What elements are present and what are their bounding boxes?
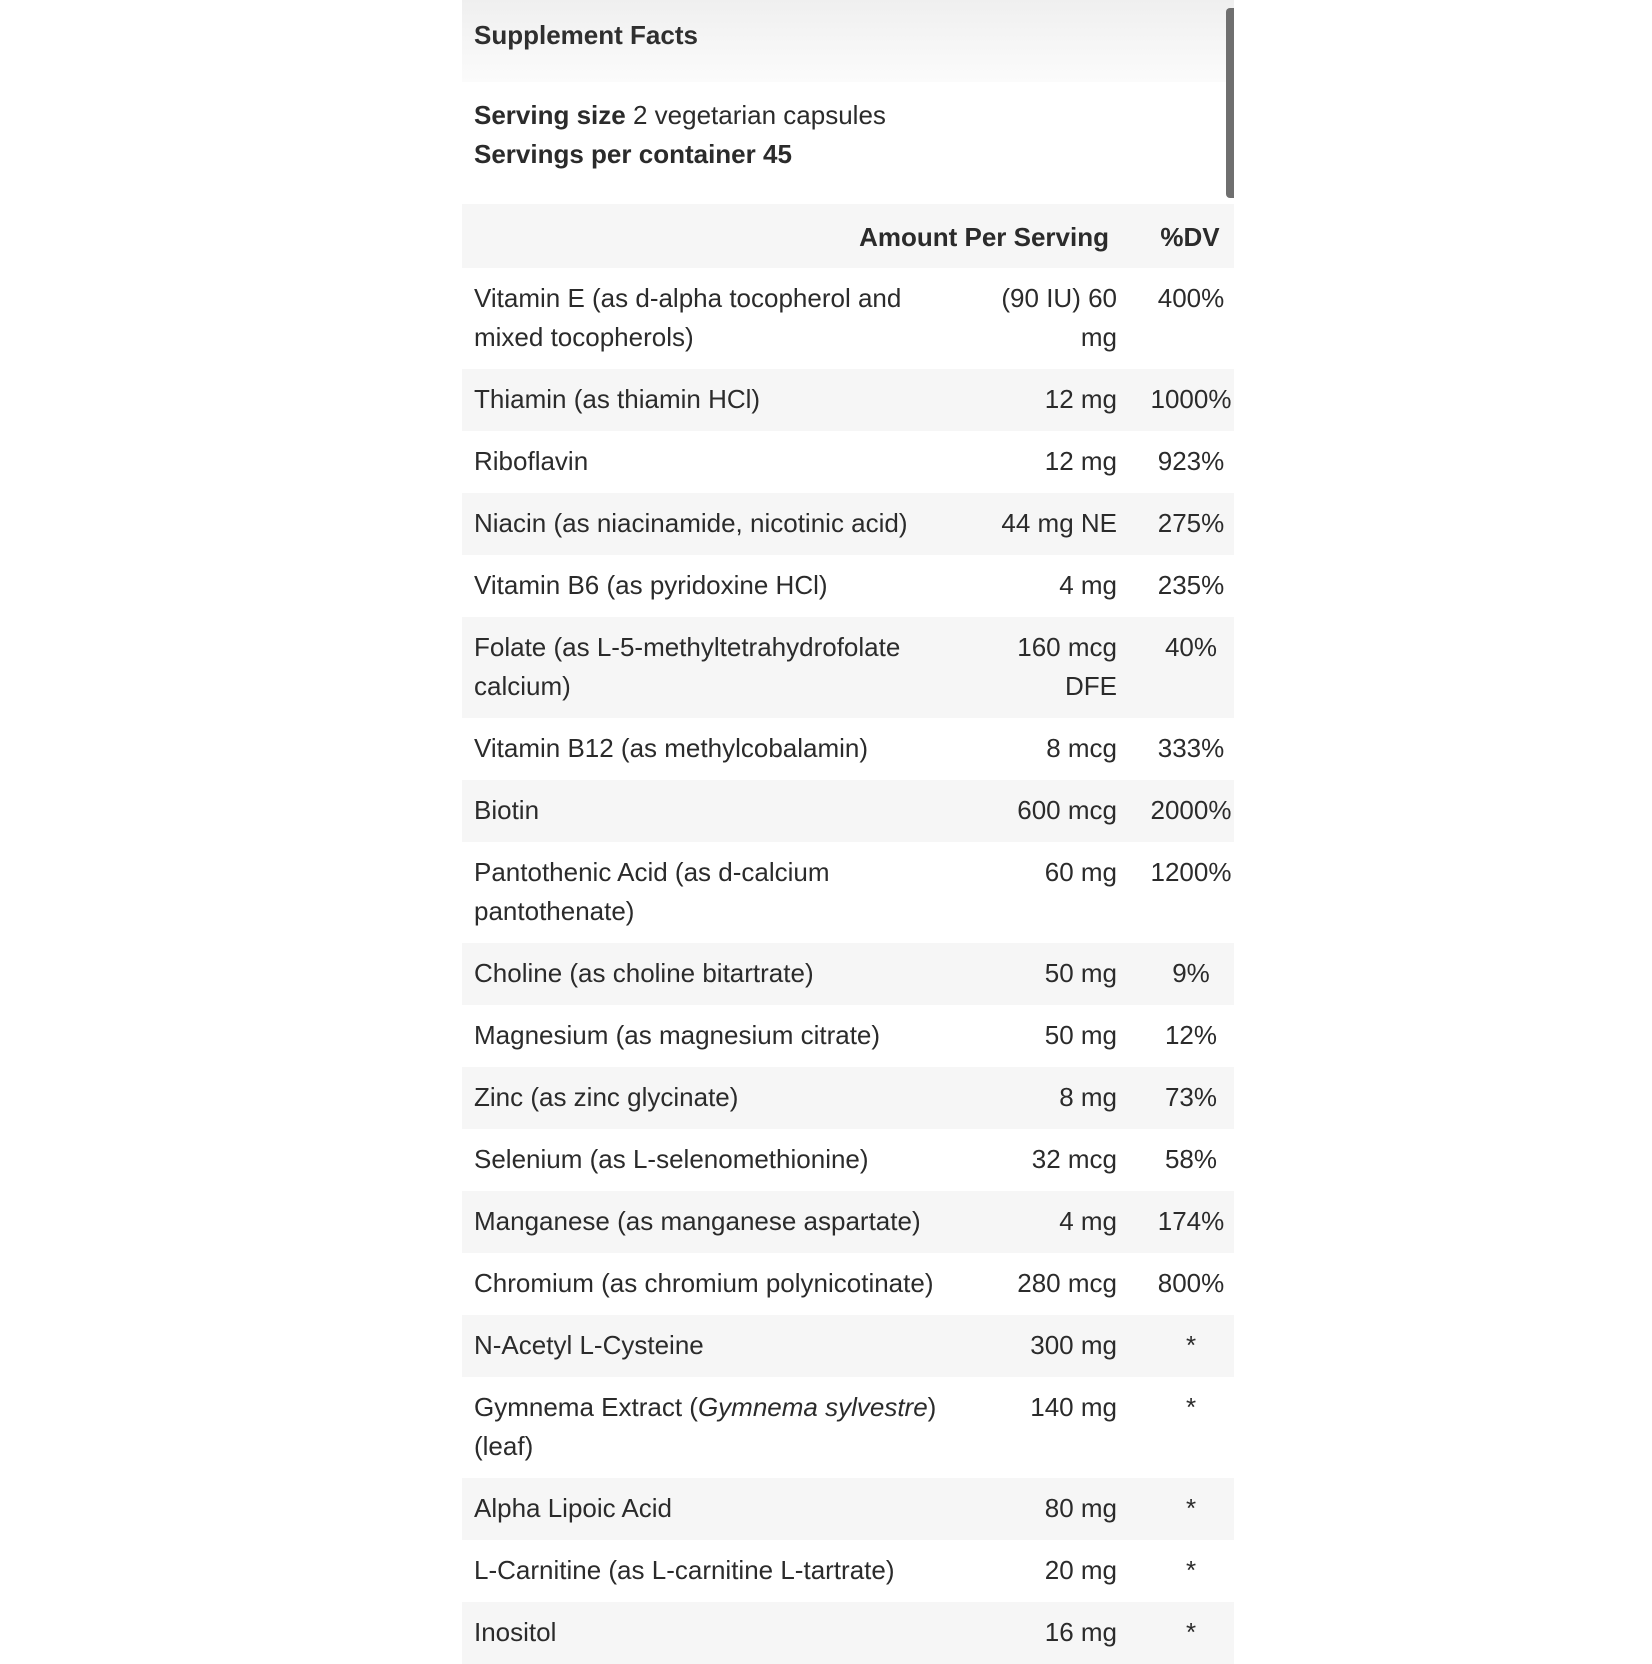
nutrient-daily-value: 923%: [1157, 446, 1225, 476]
table-row: [462, 268, 1234, 369]
table-row: [462, 943, 1234, 1005]
table-row: [462, 1067, 1234, 1129]
panel-title: Supplement Facts: [474, 20, 698, 50]
nutrient-daily-value: 235%: [1157, 570, 1225, 600]
nutrient-daily-value: *: [1185, 1493, 1197, 1523]
nutrient-daily-value: 1200%: [1150, 857, 1232, 887]
nutrient-name: [474, 1388, 954, 1466]
table-row: [462, 431, 1234, 493]
nutrient-daily-value: 174%: [1157, 1206, 1225, 1236]
table-row: [462, 1129, 1234, 1191]
nutrient-amount: 60 mg: [1044, 857, 1117, 887]
table-row: [462, 1253, 1234, 1315]
nutrient-amount: 280 mcg: [1017, 1268, 1117, 1298]
nutrient-name: Chromium (as chromium polynicotinate): [474, 1268, 934, 1298]
nutrient-name: Biotin: [474, 795, 540, 825]
table-row: [462, 718, 1234, 780]
table-row: [462, 1005, 1234, 1067]
nutrient-table: [462, 204, 1234, 1664]
nutrient-name: Thiamin (as thiamin HCl): [474, 384, 761, 414]
nutrient-daily-value: 58%: [1164, 1144, 1218, 1174]
table-body: [462, 268, 1234, 1664]
nutrient-amount: 300 mg: [1030, 1330, 1117, 1360]
nutrient-daily-value: *: [1185, 1555, 1197, 1585]
nutrient-daily-value: *: [1185, 1330, 1197, 1360]
nutrient-amount: 140 mg: [1030, 1392, 1117, 1422]
nutrient-daily-value: 73%: [1164, 1082, 1218, 1112]
nutrient-amount: 16 mg: [1044, 1617, 1117, 1647]
table-row: [462, 1478, 1234, 1540]
serving-size-line: [474, 96, 886, 135]
servings-per-container: Servings per container 45: [474, 139, 792, 169]
title-bar: [462, 0, 1234, 82]
nutrient-name-part: ) (leaf): [474, 1392, 937, 1461]
table-row: [462, 1191, 1234, 1253]
nutrient-amount: 4 mg: [1059, 570, 1117, 600]
nutrient-name: Selenium (as L-selenomethionine): [474, 1144, 869, 1174]
nutrient-name: L-Carnitine (as L-carnitine L-tartrate): [474, 1555, 895, 1585]
header-amount-per-serving: Amount Per Serving: [859, 222, 1109, 252]
table-row: [462, 842, 1234, 943]
nutrient-amount: 160 mcg DFE: [1017, 632, 1117, 701]
table-row: [462, 1540, 1234, 1602]
nutrient-daily-value: 2000%: [1150, 795, 1232, 825]
serving-size-value: 2 vegetarian capsules: [632, 100, 886, 130]
nutrient-daily-value: 40%: [1164, 632, 1218, 662]
table-row: [462, 1315, 1234, 1377]
nutrient-name: Folate (as L-5-methyltetrahydrofolate calcium): [474, 632, 901, 701]
header-daily-value: %DV: [1160, 222, 1220, 252]
nutrient-daily-value: 275%: [1157, 508, 1225, 538]
nutrient-daily-value: *: [1185, 1617, 1197, 1647]
nutrient-name: Riboflavin: [474, 446, 589, 476]
nutrient-daily-value: 1000%: [1150, 384, 1232, 414]
scrollbar-thumb[interactable]: [1226, 8, 1234, 198]
nutrient-daily-value: 400%: [1157, 283, 1225, 313]
nutrient-name: Pantothenic Acid (as d-calcium pantothenate): [474, 857, 830, 926]
nutrient-name: Manganese (as manganese aspartate): [474, 1206, 921, 1236]
nutrient-name-part: Gymnema Extract (: [474, 1392, 698, 1422]
nutrient-daily-value: 9%: [1172, 958, 1210, 988]
table-row: [462, 1377, 1234, 1478]
nutrient-amount: 12 mg: [1044, 384, 1117, 414]
nutrient-amount: 50 mg: [1044, 1020, 1117, 1050]
table-header: [462, 204, 1234, 268]
nutrient-name: Niacin (as niacinamide, nicotinic acid): [474, 508, 908, 538]
table-row: [462, 617, 1234, 718]
nutrient-latin-name: Gymnema sylvestre: [697, 1392, 928, 1422]
table-row: [462, 493, 1234, 555]
table-row: [462, 780, 1234, 842]
nutrient-amount: 44 mg NE: [1001, 508, 1117, 538]
nutrient-amount: 8 mg: [1059, 1082, 1117, 1112]
serving-info: [474, 96, 886, 174]
table-row: [462, 1602, 1234, 1664]
nutrient-name: Zinc (as zinc glycinate): [474, 1082, 739, 1112]
nutrient-name: Alpha Lipoic Acid: [474, 1493, 673, 1523]
nutrient-name: Vitamin E (as d-alpha tocopherol and mixed tocopherols): [474, 283, 902, 352]
nutrient-daily-value: 800%: [1157, 1268, 1225, 1298]
table-row: [462, 369, 1234, 431]
table-row: [462, 555, 1234, 617]
nutrient-amount: (90 IU) 60 mg: [1001, 283, 1117, 352]
nutrient-name: Vitamin B12 (as methylcobalamin): [474, 733, 869, 763]
nutrient-amount: 32 mcg: [1031, 1144, 1117, 1174]
serving-size-label: Serving size: [474, 100, 626, 130]
nutrient-amount: 80 mg: [1044, 1493, 1117, 1523]
nutrient-amount: 20 mg: [1044, 1555, 1117, 1585]
nutrient-amount: 8 mcg: [1046, 733, 1117, 763]
nutrient-name: Inositol: [474, 1617, 557, 1647]
nutrient-amount: 12 mg: [1044, 446, 1117, 476]
nutrient-amount: 600 mcg: [1017, 795, 1117, 825]
nutrient-name: Choline (as choline bitartrate): [474, 958, 814, 988]
supplement-facts-panel: [462, 0, 1234, 1652]
nutrient-name: N-Acetyl L-Cysteine: [474, 1330, 704, 1360]
nutrient-name: Vitamin B6 (as pyridoxine HCl): [474, 570, 828, 600]
nutrient-name: Magnesium (as magnesium citrate): [474, 1020, 881, 1050]
nutrient-daily-value: *: [1185, 1392, 1197, 1422]
nutrient-amount: 50 mg: [1044, 958, 1117, 988]
nutrient-amount: 4 mg: [1059, 1206, 1117, 1236]
nutrient-daily-value: 333%: [1157, 733, 1225, 763]
nutrient-daily-value: 12%: [1164, 1020, 1218, 1050]
